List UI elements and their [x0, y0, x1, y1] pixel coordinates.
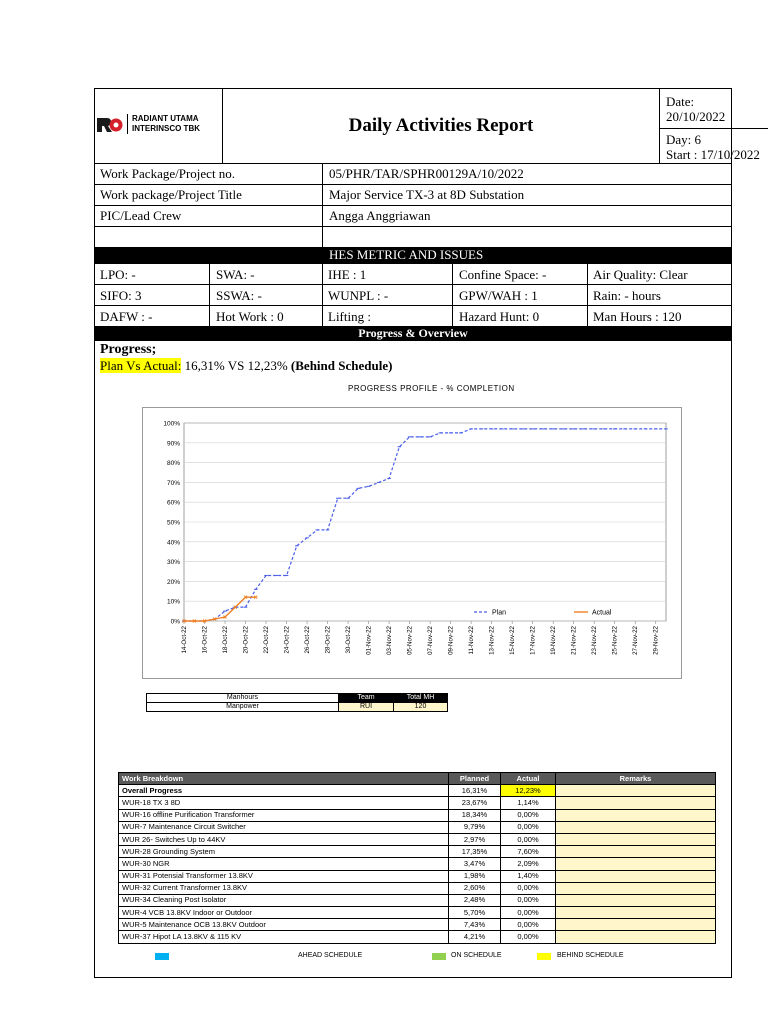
x-tick-label: 22-Oct-22: [263, 626, 271, 654]
col-work-breakdown: Work Breakdown: [119, 773, 449, 785]
x-tick-label: 26-Oct-22: [304, 626, 312, 654]
report-header: [94, 88, 760, 164]
y-tick-label: 100%: [163, 420, 180, 428]
hes-sifo: SIFO: 3: [100, 288, 142, 303]
work-item-name: WUR-4 VCB 13.8KV Indoor or Outdoor: [119, 907, 449, 919]
hes-sswa: SSWA: -: [216, 288, 262, 303]
hes-confine-space: Confine Space: -: [459, 267, 547, 282]
work-item-remarks: [556, 797, 716, 809]
info-row-project-no: [94, 164, 732, 185]
work-item-remarks: [556, 919, 716, 931]
x-tick-label: 23-Nov-22: [591, 626, 599, 655]
info-value: 05/PHR/TAR/SPHR00129A/10/2022: [329, 166, 524, 181]
on-schedule-swatch: [432, 953, 446, 960]
x-tick-label: 13-Nov-22: [488, 626, 496, 655]
x-tick-label: 30-Oct-22: [345, 626, 353, 654]
hes-title: HES METRIC AND ISSUES: [329, 247, 484, 262]
y-tick-label: 70%: [166, 479, 180, 487]
x-tick-label: 21-Nov-22: [570, 626, 578, 655]
work-breakdown-body: [119, 785, 716, 943]
hes-col-divider: [452, 264, 453, 326]
table-header-row: [119, 773, 716, 785]
work-item-planned: 5,70%: [449, 907, 501, 919]
x-tick-label: 20-Oct-22: [242, 626, 250, 654]
team-value: RUI: [339, 703, 394, 712]
work-item-planned: 18,34%: [449, 809, 501, 821]
work-item-actual: 0,00%: [501, 907, 556, 919]
y-tick-label: 0%: [170, 618, 180, 626]
work-item-name: WUR 26- Switches Up to 44KV: [119, 833, 449, 845]
col-actual: Actual: [501, 773, 556, 785]
work-item-planned: 2,48%: [449, 894, 501, 906]
work-item-remarks: [556, 858, 716, 870]
work-breakdown-table: [118, 772, 716, 944]
progress-chart: [142, 407, 682, 679]
hes-ihe: IHE : 1: [328, 267, 367, 282]
work-item-actual: 7,60%: [501, 846, 556, 858]
work-item-planned: 2,97%: [449, 833, 501, 845]
work-item-planned: 9,79%: [449, 821, 501, 833]
x-tick-label: 18-Oct-22: [222, 626, 230, 654]
x-tick-label: 27-Nov-22: [632, 626, 640, 655]
work-item-planned: 3,47%: [449, 858, 501, 870]
company-name-line1: RADIANT UTAMA: [132, 114, 199, 123]
x-tick-label: 25-Nov-22: [611, 626, 619, 655]
company-logo: [94, 88, 222, 164]
table-row: [119, 821, 716, 833]
pva-status: (Behind Schedule): [290, 358, 393, 373]
report-title: Daily Activities Report: [222, 88, 660, 164]
x-tick-label: 16-Oct-22: [201, 626, 209, 654]
work-item-name: WUR-16 offline Purification Transformer: [119, 809, 449, 821]
hes-col-divider: [209, 264, 210, 326]
table-row: [119, 894, 716, 906]
work-item-actual: 1,14%: [501, 797, 556, 809]
work-item-name: WUR-28 Grounding System: [119, 846, 449, 858]
table-row: [119, 858, 716, 870]
work-item-actual: 0,00%: [501, 931, 556, 943]
info-value: Angga Anggriawan: [329, 208, 431, 223]
work-item-planned: 7,43%: [449, 919, 501, 931]
company-name: [127, 114, 200, 134]
info-key: PIC/Lead Crew: [100, 208, 182, 223]
table-row: [119, 809, 716, 821]
y-tick-label: 30%: [166, 559, 180, 567]
behind-schedule-swatch: [537, 953, 551, 960]
date-label: Date:: [666, 94, 695, 109]
hes-lifting: Lifting :: [328, 309, 371, 324]
info-key: Work package/Project Title: [100, 187, 242, 202]
work-item-actual: 12,23%: [501, 785, 556, 797]
ahead-schedule-label: AHEAD SCHEDULE: [298, 952, 363, 959]
table-row: [119, 870, 716, 882]
company-name-line2: INTERINSCO TBK: [132, 124, 200, 133]
hes-col-divider: [587, 264, 588, 326]
manpower-label: Manpower: [147, 703, 339, 712]
progress-label: Progress;: [100, 342, 157, 357]
hes-col-divider: [322, 264, 323, 326]
x-tick-label: 19-Nov-22: [550, 626, 558, 655]
work-item-actual: 0,00%: [501, 919, 556, 931]
work-item-planned: 17,35%: [449, 846, 501, 858]
x-tick-label: 09-Nov-22: [447, 626, 455, 655]
plan-vs-actual: [100, 358, 392, 374]
progress-header-bar: [94, 326, 732, 341]
on-schedule-label: ON SCHEDULE: [451, 952, 502, 959]
work-item-remarks: [556, 821, 716, 833]
hes-rain: Rain: - hours: [593, 288, 661, 303]
hes-swa: SWA: -: [216, 267, 255, 282]
table-row: [119, 882, 716, 894]
info-key: Work Package/Project no.: [100, 166, 236, 181]
info-row-project-title: [94, 185, 732, 206]
work-item-name: WUR-30 NGR: [119, 858, 449, 870]
hes-lpo: LPO: -: [100, 267, 136, 282]
work-item-name: WUR-32 Current Transformer 13.8KV: [119, 882, 449, 894]
work-item-name: WUR-5 Maintenance OCB 13.8KV Outdoor: [119, 919, 449, 931]
x-tick-label: 29-Nov-22: [652, 626, 660, 655]
manhours-table: [146, 693, 448, 712]
x-tick-label: 03-Nov-22: [386, 626, 394, 655]
work-item-actual: 0,00%: [501, 821, 556, 833]
x-tick-label: 01-Nov-22: [365, 626, 373, 655]
work-item-name: WUR-37 Hipot LA 13.8KV & 115 KV: [119, 931, 449, 943]
work-item-actual: 2,09%: [501, 858, 556, 870]
table-row: [119, 785, 716, 797]
divider: [322, 185, 323, 205]
x-tick-label: 11-Nov-22: [468, 626, 476, 655]
ahead-schedule-swatch: [155, 953, 169, 960]
company-logo-icon: [97, 117, 123, 133]
manhours-label: Manhours: [147, 694, 339, 703]
team-header: Team: [339, 694, 394, 703]
hes-hazard-hunt: Hazard Hunt: 0: [459, 309, 540, 324]
work-item-planned: 4,21%: [449, 931, 501, 943]
y-tick-label: 40%: [166, 539, 180, 547]
work-item-actual: 1,40%: [501, 870, 556, 882]
work-item-name: Overall Progress: [119, 785, 449, 797]
work-item-name: WUR-7 Maintenance Circuit Switcher: [119, 821, 449, 833]
x-tick-label: 15-Nov-22: [509, 626, 517, 655]
behind-schedule-label: BEHIND SCHEDULE: [557, 952, 624, 959]
hes-gpw-wah: GPW/WAH : 1: [459, 288, 538, 303]
progress-section-title: Progress & Overview: [358, 326, 468, 340]
y-tick-label: 80%: [166, 460, 180, 468]
date-block: [660, 88, 768, 164]
date-value: 20/10/2022: [666, 109, 726, 124]
table-row: [119, 931, 716, 943]
hes-header-bar: [94, 247, 732, 264]
legend-actual-label: Actual: [592, 609, 612, 617]
table-row: [119, 797, 716, 809]
chart-title: PROGRESS PROFILE - % COMPLETION: [348, 384, 515, 393]
pva-label: Plan Vs Actual:: [100, 358, 182, 373]
hes-man-hours: Man Hours : 120: [593, 309, 682, 324]
work-item-actual: 0,00%: [501, 833, 556, 845]
y-tick-label: 60%: [166, 499, 180, 507]
info-row-pic: [94, 206, 732, 227]
hes-dafw: DAFW : -: [100, 309, 153, 324]
x-tick-label: 07-Nov-22: [427, 626, 435, 655]
x-tick-label: 14-Oct-22: [181, 626, 188, 654]
work-item-actual: 0,00%: [501, 882, 556, 894]
day-value: Day: 6: [666, 132, 702, 147]
work-item-planned: 23,67%: [449, 797, 501, 809]
x-tick-label: 05-Nov-22: [406, 626, 414, 655]
hes-hot-work: Hot Work : 0: [216, 309, 284, 324]
date-divider: [660, 128, 768, 129]
work-item-remarks: [556, 931, 716, 943]
total-mh-header: Total MH: [394, 694, 448, 703]
work-item-actual: 0,00%: [501, 809, 556, 821]
work-item-remarks: [556, 870, 716, 882]
divider: [322, 206, 323, 226]
work-item-name: WUR-31 Potensial Transformer 13.8KV: [119, 870, 449, 882]
col-remarks: Remarks: [556, 773, 716, 785]
work-item-remarks: [556, 882, 716, 894]
y-tick-label: 90%: [166, 440, 180, 448]
hes-wunpl: WUNPL : -: [328, 288, 389, 303]
table-row: [119, 846, 716, 858]
work-item-remarks: [556, 907, 716, 919]
work-item-remarks: [556, 833, 716, 845]
table-row: [119, 919, 716, 931]
total-mh-value: 120: [394, 703, 448, 712]
divider: [322, 227, 323, 247]
y-tick-label: 10%: [166, 598, 180, 606]
divider: [322, 164, 323, 184]
y-tick-label: 20%: [166, 578, 180, 586]
work-item-remarks: [556, 809, 716, 821]
work-item-name: WUR-34 Cleaning Post Isolator: [119, 894, 449, 906]
y-tick-label: 50%: [166, 519, 180, 527]
work-item-planned: 16,31%: [449, 785, 501, 797]
table-row: [119, 907, 716, 919]
work-item-name: WUR-18 TX 3 8D: [119, 797, 449, 809]
start-date: Start : 17/10/2022: [666, 147, 760, 162]
table-row: [119, 833, 716, 845]
info-value: Major Service TX-3 at 8D Substation: [329, 187, 525, 202]
legend-plan-label: Plan: [492, 609, 507, 617]
hes-air-quality: Air Quality: Clear: [593, 267, 688, 282]
work-item-remarks: [556, 846, 716, 858]
x-tick-label: 24-Oct-22: [283, 626, 291, 654]
work-item-planned: 1,98%: [449, 870, 501, 882]
x-tick-label: 28-Oct-22: [324, 626, 332, 654]
x-tick-label: 17-Nov-22: [529, 626, 537, 655]
work-item-actual: 0,00%: [501, 894, 556, 906]
col-planned: Planned: [449, 773, 501, 785]
work-item-remarks: [556, 894, 716, 906]
info-row-empty: [94, 227, 732, 248]
work-item-remarks: [556, 785, 716, 797]
pva-values: 16,31% VS 12,23%: [181, 358, 291, 373]
work-item-planned: 2,60%: [449, 882, 501, 894]
